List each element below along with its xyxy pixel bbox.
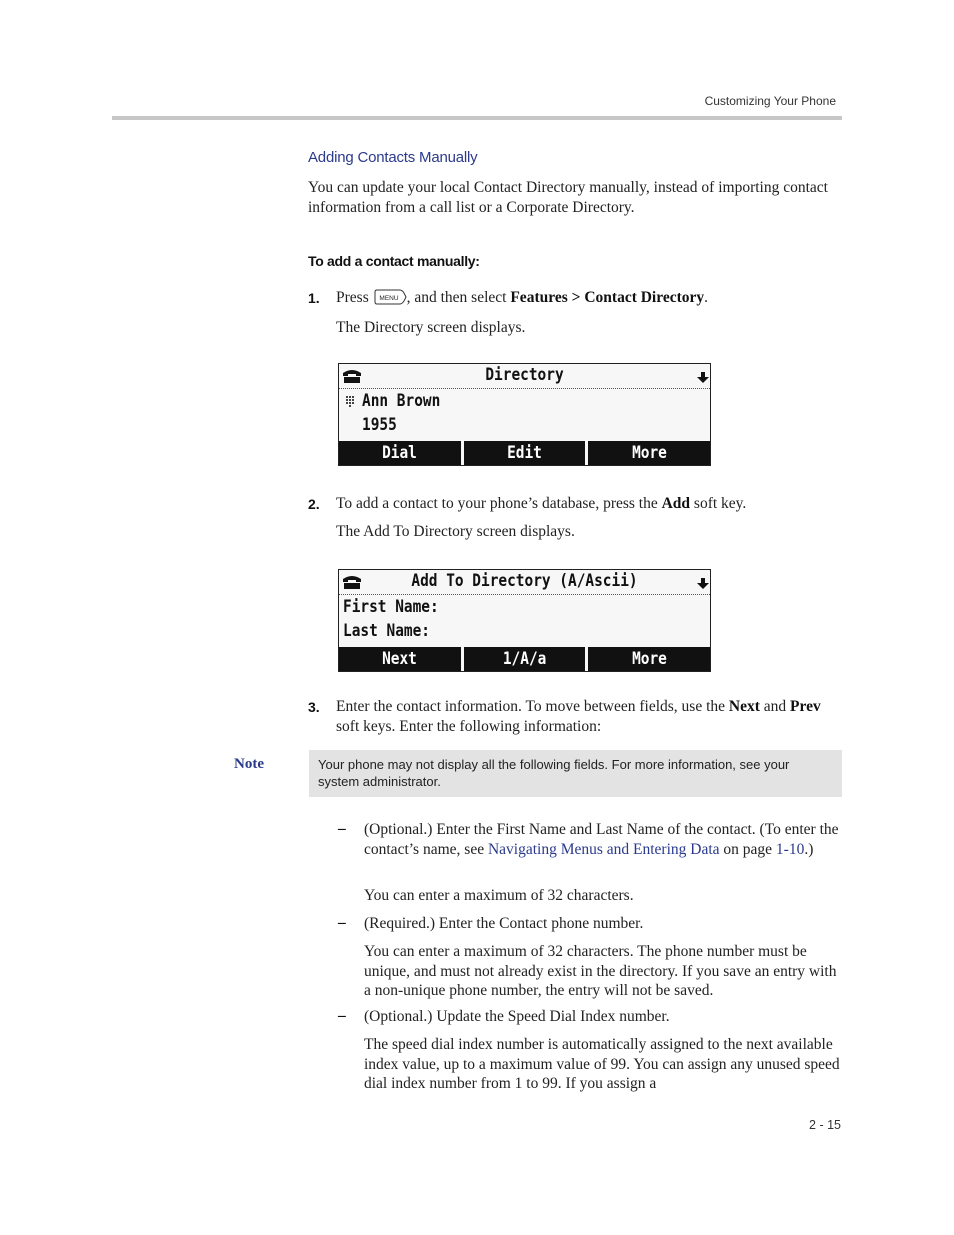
softkey-more[interactable]: More <box>588 441 710 465</box>
directory-screen <box>338 363 711 466</box>
bullet-1-on-page: on page <box>723 840 773 858</box>
step-2-result: The Add To Directory screen displays. <box>336 523 575 540</box>
step-1-features: Features <box>510 289 568 306</box>
add-directory-screen <box>338 569 711 672</box>
step-1-gt: > <box>571 289 581 306</box>
bullet-2-dash: – <box>338 914 346 931</box>
contact-number: 1955 <box>362 415 397 435</box>
bullet-1-detail: You can enter a maximum of 32 characters. <box>364 887 634 904</box>
scroll-down-arrow-icon <box>696 578 710 590</box>
page-number: 2 - 15 <box>809 1118 841 1132</box>
step-3-and: and <box>763 698 787 715</box>
step-1-period: . <box>704 289 709 306</box>
scroll-down-arrow-icon <box>696 372 710 384</box>
menu-key-label: MENU <box>379 295 399 302</box>
bullet-2-detail: You can enter a maximum of 32 characters. The phone number must be unique, and must not already exist in the directory. If you save an entry with a non-unique phone number, the entry will not be saved. <box>364 943 837 999</box>
step-1-text <box>336 288 842 308</box>
header-rule <box>112 116 842 120</box>
step-2-text-before: To add a contact to your phone’s database, press the <box>336 495 658 512</box>
bullet-1-text-before: (Optional.) Enter the First Name and Last Name of the contact. (To enter the contact’s name, see <box>364 821 839 858</box>
bullet-1-dash: – <box>338 820 346 837</box>
section-title: Adding Contacts Manually <box>308 149 478 166</box>
directory-screen-separator <box>339 388 710 389</box>
directory-softkeys <box>339 441 710 465</box>
page-1-10-link[interactable]: 1-10 <box>775 840 805 858</box>
step-3-text <box>336 697 842 736</box>
note-text: Your phone may not display all the following fields. For more information, see your system administrator. <box>318 757 790 789</box>
step-3-text-before: Enter the contact information. To move between fields, use the <box>336 698 726 715</box>
add-screen-separator <box>339 594 710 595</box>
contact-name: Ann Brown <box>362 391 441 411</box>
step-3-next: Next <box>728 698 760 715</box>
softkey-input-mode[interactable]: 1/A/a <box>464 647 586 671</box>
step-1-then: , and then select <box>406 289 507 306</box>
dialpad-icon <box>346 396 354 408</box>
step-3-number: 3. <box>308 699 320 715</box>
note-label: Note <box>234 756 264 772</box>
directory-screen-titlebar <box>339 364 710 388</box>
step-2-add: Add <box>661 495 691 512</box>
softkey-dial[interactable]: Dial <box>339 441 461 465</box>
running-head: Customizing Your Phone <box>704 94 836 108</box>
note-box <box>309 750 842 797</box>
bullet-2-text: (Required.) Enter the Contact phone number. <box>364 915 644 932</box>
phone-handset-icon <box>342 574 362 590</box>
menu-key-icon <box>373 289 407 305</box>
procedure-title: To add a contact manually: <box>308 253 480 269</box>
add-screen-title: Add To Directory (A/Ascii) <box>411 571 638 591</box>
step-1-press: Press <box>336 289 369 306</box>
bullet-3-text: (Optional.) Update the Speed Dial Index number. <box>364 1008 670 1025</box>
last-name-field[interactable]: Last Name: <box>343 621 431 641</box>
softkey-edit[interactable]: Edit <box>464 441 586 465</box>
step-1-result: The Directory screen displays. <box>336 319 526 336</box>
navigating-menus-link[interactable]: Navigating Menus and Entering Data <box>487 840 720 858</box>
step-2-number: 2. <box>308 496 320 512</box>
softkey-next[interactable]: Next <box>339 647 461 671</box>
softkey-more[interactable]: More <box>588 647 710 671</box>
step-1-contact-directory: Contact Directory <box>584 289 705 306</box>
step-2-text <box>336 494 842 514</box>
bullet-3-detail: The speed dial index number is automatically assigned to the next available index value, up to a maximum value of 99. You can assign any unused speed dial index number from 1 to 99. If you assign a <box>364 1036 840 1092</box>
section-intro: You can update your local Contact Directory manually, instead of importing contact information from a call list or a Corporate Directory. <box>308 179 828 216</box>
bullet-3-dash: – <box>338 1007 346 1024</box>
step-2-text-after: soft key. <box>693 495 747 512</box>
add-softkeys <box>339 647 710 671</box>
step-1-number: 1. <box>308 290 320 306</box>
first-name-field[interactable]: First Name: <box>343 597 439 617</box>
add-screen-titlebar <box>339 570 710 594</box>
step-3-prev: Prev <box>790 698 821 715</box>
step-3-text-after: soft keys. Enter the following information: <box>336 717 602 735</box>
bullet-1-text <box>364 820 842 859</box>
directory-screen-title: Directory <box>485 365 564 385</box>
bullet-1-text-end: .) <box>804 840 814 858</box>
phone-handset-icon <box>342 368 362 384</box>
